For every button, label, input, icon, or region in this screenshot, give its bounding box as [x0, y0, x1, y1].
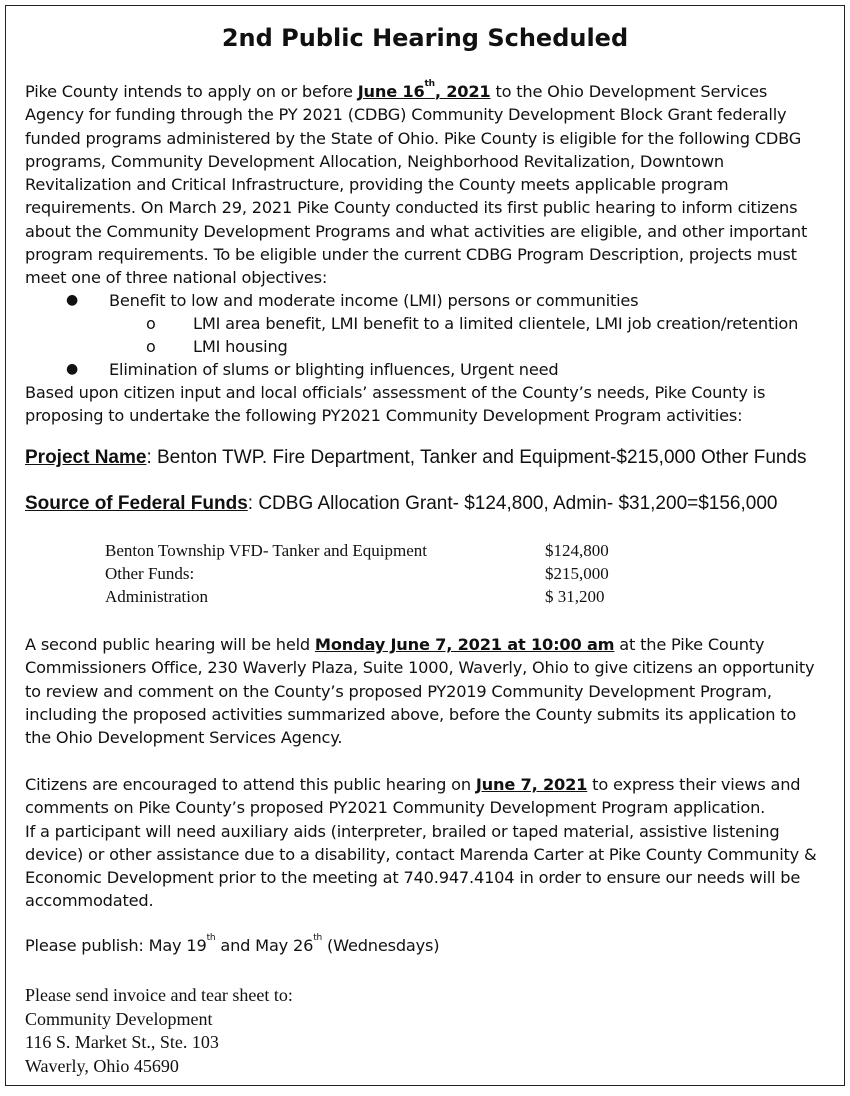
publish-line: Please publish: May 19th and May 26th (Wednesdays) [25, 933, 440, 955]
notice-page: 2nd Public Hearing Scheduled Pike County intends to apply on or before June 16th, 2021 to the Ohio Development Services Agency for funding through the PY 2021 (CDBG) Community Development Block Grant federally funded programs administered by the State of Ohio. Pike County is eligible for the following CDBG programs, Community Development Allocation, Neighborhood Revitalization, Downtown Revitalization and Critical Infrastructure, providing the County meets applicable program requirements. On March 29, 2021 Pike County conducted its first public hearing to inform citizens about the Community Development Programs and what activities are eligible, and other important program requirements. To be eligible under the current CDBG Program Description, projects must meet one of three national objectives: ● Benefit to low and moderate income (LMI) persons or communities o LMI area benefit, LMI benefit to a limited clientele, LMI job creation/retention o LMI housing ● Elimination of slums or blighting influences, Urgent need Based upon citizen input and local officials’ assessment of the County’s needs, Pike County is proposing to undertake the following PY2021 Community Development Program activities: Project Name: Benton TWP. Fire Department, Tanker and Equipment-$215,000 Other Funds Source of Federal Funds: CDBG Allocation Grant- $124,800, Admin- $31,200=$156,000 Benton Township VFD- Tanker and Equipment $124,800 Other Funds: $215,000 Administration $ 31,200 A second public hearing will be held Monday June 7, 2021 at 10:00 am at the Pike County Commissioners Office, 230 Waverly Plaza, Suite 1000, Waverly, Ohio to give citizens an opportunity to review and comment on the County’s proposed PY2019 Community Development Program, including the proposed activities summarized above, before the County submits its application to the Ohio Development Services Agency. Citizens are encouraged to attend this public hearing on June 7, 2021 to express their views and comments on Pike County’s proposed PY2021 Community Development Program application. If a participant will need auxiliary aids (interpreter, brailed or taped material, assistive listening device) or other assistance due to a disability, contact Marenda Carter at Pike County Community & Economic Development prior to the meeting at 740.947.4104 in order to ensure our needs will be accommodated. Please publish: May 19th and May 26th (Wednesdays) Please send invoice and tear sheet to: Community Development 116 S. Market St., Ste. 103 Waverly, Ohio 45690 [5, 5, 845, 1086]
notice-title: 2nd Public Hearing Scheduled [221, 24, 629, 52]
bullet-dot-icon: ● [66, 292, 79, 308]
encourage-paragraph: Citizens are encouraged to attend this public hearing on June 7, 2021 to express their views and comments on Pike County’s proposed PY2021 Community Development Program application. If a participant will need auxiliary aids (interpreter, brailed or taped material, assistive listening device) or other assistance due to a disability, contact Marenda Carter at Pike County Community & Economic Development prior to the meeting at 740.947.4104 in order to ensure our needs will be accommodated. [25, 775, 817, 911]
address-line: 116 S. Market St., Ste. 103 [25, 1032, 219, 1052]
source-funds-line [25, 493, 825, 515]
bullet-circle-icon: o [146, 337, 156, 356]
intro-text: Pike County intends to apply on or before [25, 82, 358, 101]
budget-row: Benton Township VFD- Tanker and Equipment $124,800 [105, 541, 609, 560]
address-line: Please send invoice and tear sheet to: [25, 985, 293, 1005]
intro-text-rest: to the Ohio Development Services Agency for funding through the PY 2021 (CDBG) Community Development Block Grant federally funded programs administered by the State of Ohio. Pike County is eligible for the following CDBG programs, Community Development Allocation, Neighborhood Revitalization, Downtown Revitalization and Critical Infrastructure, providing the County meets applicable program requirements. On March 29, 2021 Pike County conducted its first public hearing to inform citizens about the Community Development Programs and what activities are eligible, and other important program requirements. To be eligible under the current CDBG Program Description, projects must meet one of three national objectives: [25, 82, 808, 288]
address-line: Community Development [25, 1008, 213, 1029]
hearing-datetime: Monday June 7, 2021 at 10:00 am [314, 635, 615, 654]
hearing-paragraph: A second public hearing will be held Monday June 7, 2021 at 10:00 am at the Pike County Commissioners Office, 230 Waverly Plaza, Suite 1000, Waverly, Ohio to give citizens an opportunity to review and comment on the County’s proposed PY2019 Community Development Program, including the proposed activities summarized above, before the County submits its application to the Ohio Development Services Agency. [25, 635, 815, 748]
bullet-dot-icon: ● [66, 361, 79, 377]
budget-table [105, 539, 645, 608]
source-funds-value: : CDBG Allocation Grant- $124,800, Admin- $31,200=$156,000 [247, 493, 778, 514]
budget-row: Administration $ 31,200 [105, 587, 605, 606]
application-date: June 16th, 2021 [357, 79, 491, 101]
address-block [25, 984, 293, 1078]
source-funds-label: Source of Federal Funds [25, 493, 248, 514]
intro-paragraph [25, 80, 825, 290]
proposal-paragraph: Based upon citizen input and local officials’ assessment of the County’s needs, Pike County is proposing to undertake the following PY2021 Community Development Program activities: [25, 383, 766, 426]
project-name-label: Project Name [25, 447, 147, 468]
bullet-circle-icon: o [146, 314, 156, 333]
budget-row: Other Funds: $215,000 [105, 564, 609, 583]
hearing-date: June 7, 2021 [475, 775, 588, 794]
address-line: Waverly, Ohio 45690 [25, 1055, 179, 1076]
accessibility-text: If a participant will need auxiliary aids (interpreter, brailed or taped material, assistive listening device) or other assistance due to a disability, contact Marenda Carter at Pike County Community & Economic Development prior to the meeting at 740.947.4104 in order to ensure our needs will be accommodated. [25, 821, 817, 911]
project-name-value: : Benton TWP. Fire Department, Tanker and Equipment-$215,000 Other Funds [146, 447, 807, 468]
project-name-line [25, 447, 825, 469]
